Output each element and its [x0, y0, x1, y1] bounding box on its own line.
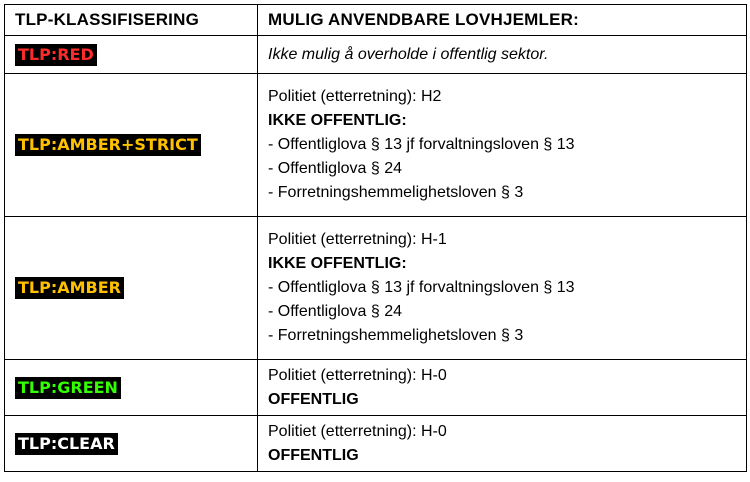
- header-classification: TLP-KLASSIFISERING: [5, 5, 258, 36]
- police-level: Politiet (etterretning): H-1: [268, 231, 447, 248]
- table-row: [5, 360, 747, 416]
- tlp-red-badge: TLP:RED: [15, 44, 97, 66]
- legal-item: - Offentliglova § 24: [268, 160, 403, 177]
- legal-item: - Offentliglova § 13 jf forvaltningsloven § 13: [268, 279, 575, 296]
- police-level: Politiet (etterretning): H-0: [268, 422, 447, 440]
- tlp-classification-table: [4, 4, 747, 472]
- table-row: [5, 217, 747, 360]
- table-row: [5, 416, 747, 472]
- legal-item: - Forretningshemmelighetsloven § 3: [268, 327, 524, 344]
- police-level: Politiet (etterretning): H-0: [268, 366, 447, 384]
- police-level: Politiet (etterretning): H2: [268, 88, 442, 105]
- header-legal-basis: MULIG ANVENDBARE LOVHJEMLER:: [258, 5, 747, 36]
- status-label: OFFENTLIG: [268, 446, 359, 464]
- status-label: IKKE OFFENTLIG:: [268, 255, 407, 272]
- table-header-row: [5, 5, 747, 36]
- tlp-clear-badge: TLP:CLEAR: [15, 433, 118, 455]
- table-row: [5, 36, 747, 74]
- tlp-amber-badge: TLP:AMBER: [15, 277, 124, 299]
- tlp-amber-strict-badge: TLP:AMBER+STRICT: [15, 134, 201, 156]
- red-note: Ikke mulig å overholde i offentlig sektor.: [268, 45, 549, 63]
- legal-item: - Forretningshemmelighetsloven § 3: [268, 184, 524, 201]
- legal-item: - Offentliglova § 13 jf forvaltningsloven § 13: [268, 136, 575, 153]
- tlp-green-badge: TLP:GREEN: [15, 377, 121, 399]
- status-label: OFFENTLIG: [268, 390, 359, 408]
- legal-item: - Offentliglova § 24: [268, 303, 403, 320]
- table-row: [5, 74, 747, 217]
- status-label: IKKE OFFENTLIG:: [268, 112, 407, 129]
